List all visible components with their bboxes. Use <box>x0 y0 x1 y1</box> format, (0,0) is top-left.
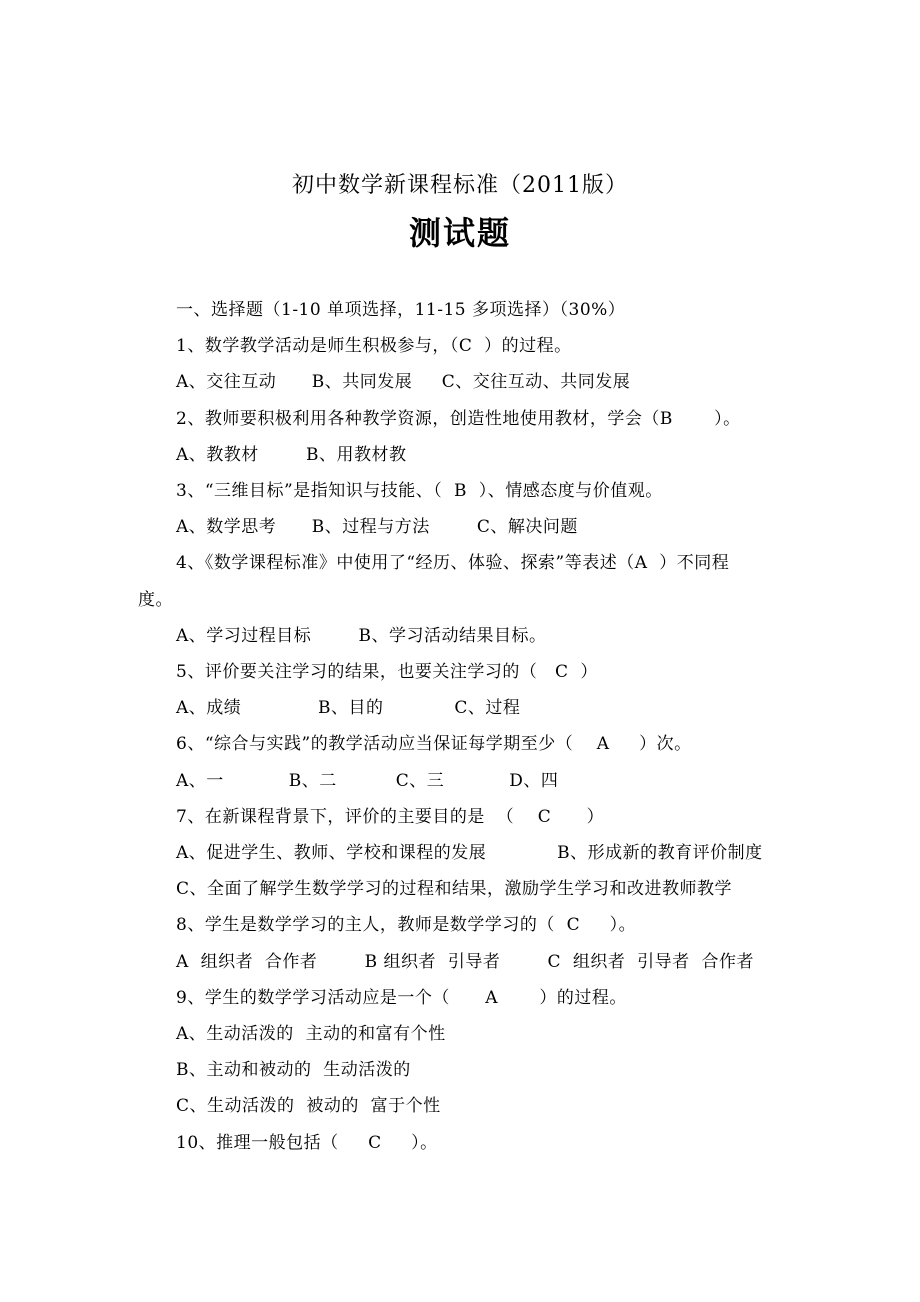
question-2-options: A、教教材 B、用教材教 <box>176 445 407 465</box>
section-heading: 一、选择题（1-10 单项选择，11-15 多项选择）（30%） <box>176 300 626 320</box>
question-6-options: A、一 B、二 C、三 D、四 <box>176 771 559 791</box>
document-title: 初中数学新课程标准（2011版） <box>292 173 628 198</box>
question-4-options: A、学习过程目标 B、学习活动结果目标。 <box>176 626 547 646</box>
question-4: 4、《数学课程标准》中使用了“经历、体验、探索”等表述（A ）不同程 <box>176 553 730 573</box>
question-3-options: A、数学思考 B、过程与方法 C、解决问题 <box>176 517 578 537</box>
question-8-options: A 组织者 合作者 B 组织者 引导者 C 组织者 引导者 合作者 <box>176 952 754 972</box>
question-3: 3、“三维目标”是指知识与技能、（ B ）、情感态度与价值观。 <box>176 481 663 501</box>
question-9-option-b: B、主动和被动的 生动活泼的 <box>176 1060 411 1080</box>
question-2: 2、教师要积极利用各种教学资源，创造性地使用教材，学会（B ）。 <box>176 409 741 429</box>
question-4-continued: 度。 <box>138 590 173 610</box>
question-1-options: A、交往互动 B、共同发展 C、交往互动、共同发展 <box>176 372 631 392</box>
question-9: 9、学生的数学学习活动应是一个（ A ）的过程。 <box>176 988 627 1008</box>
question-7: 7、在新课程背景下，评价的主要目的是 （ C ） <box>176 807 605 827</box>
question-9-option-a: A、生动活泼的 主动的和富有个性 <box>176 1024 446 1044</box>
question-9-option-c: C、生动活泼的 被动的 富于个性 <box>176 1096 441 1116</box>
question-7-option-c: C、全面了解学生数学学习的过程和结果，激励学生学习和改进教师教学 <box>176 879 733 899</box>
document-subtitle: 测试题 <box>408 214 511 252</box>
question-5-options: A、成绩 B、目的 C、过程 <box>176 698 521 718</box>
question-5: 5、评价要关注学习的结果，也要关注学习的（ C ） <box>176 662 598 682</box>
question-7-options-ab: A、促进学生、教师、学校和课程的发展 B、形成新的教育评价制度 <box>176 843 763 863</box>
question-6: 6、“综合与实践”的教学活动应当保证每学期至少（ A ）次。 <box>176 734 692 754</box>
question-10: 10、推理一般包括（ C ）。 <box>176 1133 438 1153</box>
question-1: 1、数学教学活动是师生积极参与，（C ）的过程。 <box>176 336 572 356</box>
question-8: 8、学生是数学学习的主人，教师是数学学习的（ C ）。 <box>176 915 637 935</box>
